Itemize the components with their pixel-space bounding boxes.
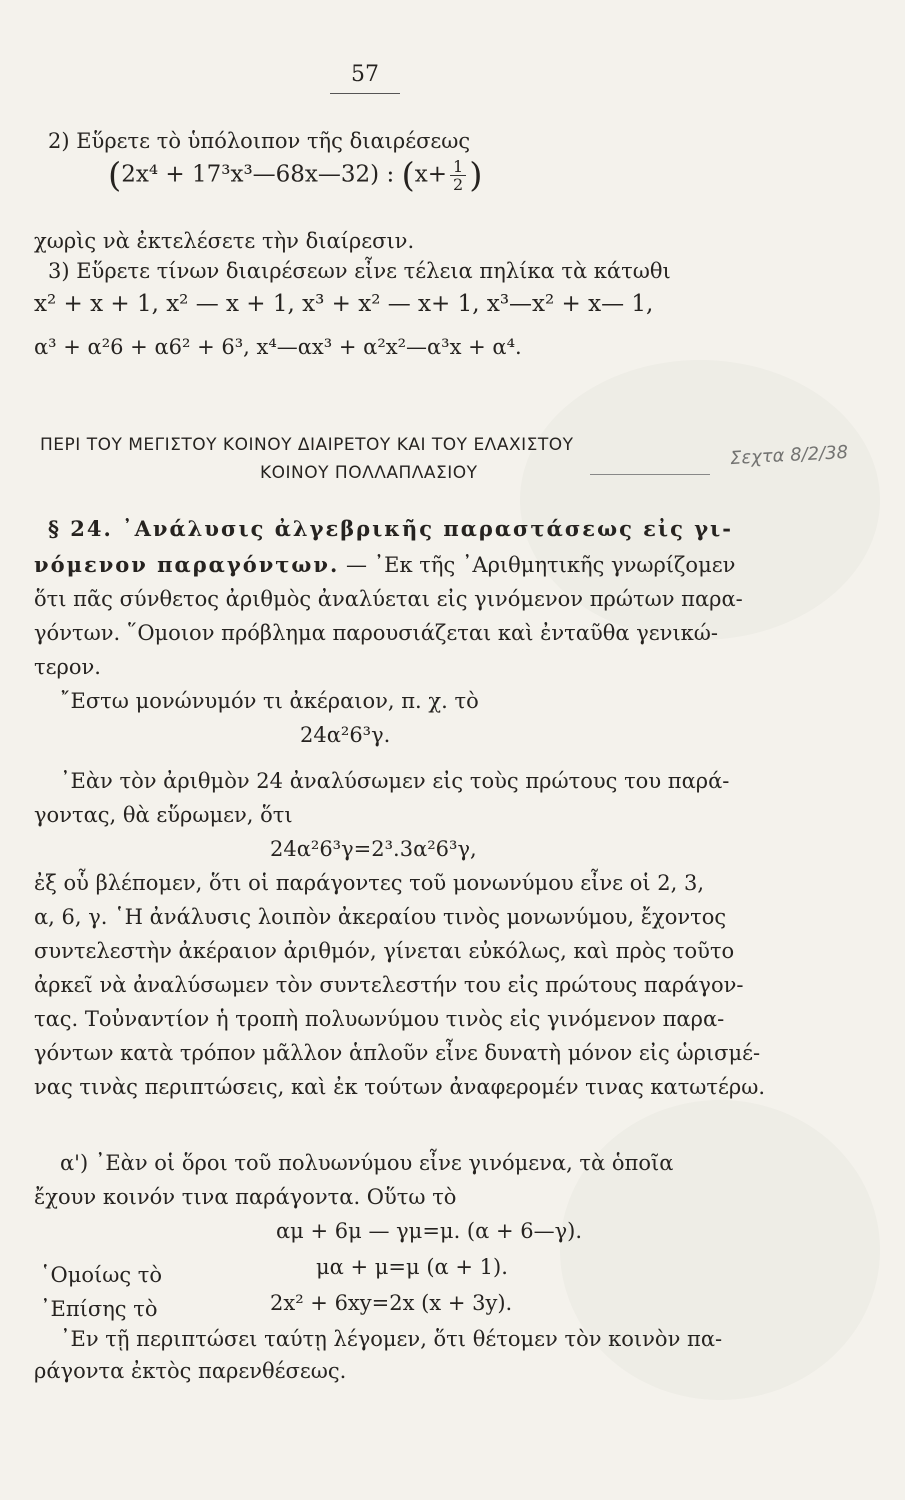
open-paren: ( (401, 155, 415, 196)
formula-line: x² + x + 1, x² — x + 1, x³ + x² — x+ 1, x³—x² + x— 1, (34, 291, 654, 317)
text-line: ὅτι πᾶς σύνθετος ἀριθμὸς ἀναλύεται εἰς γινόμενον πρώτων παρα- (34, 587, 743, 611)
page-number: 57 (351, 62, 379, 87)
handwritten-note: Σεχτα 8/2/38 (729, 441, 849, 470)
formula-line: μα + μ=μ (α + 1). (316, 1255, 508, 1279)
text-line: ἐξ οὗ βλέπομεν, ὅτι οἱ παράγοντες τοῦ μονωνύμου εἶνε οἱ 2, 3, (34, 871, 705, 895)
formula-line: 24α²6³γ=2³.3α²6³γ, (270, 837, 477, 861)
formula-line: 24α²6³γ. (300, 723, 391, 747)
fraction-numerator: 1 (450, 158, 466, 176)
formula-line: α³ + α²6 + α6² + 6³, x⁴—αx³ + α²x²—α³x + α⁴. (34, 335, 522, 359)
text-line: ᾽Εν τῇ περιπτώσει ταύτῃ λέγομεν, ὅτι θέτομεν τὸν κοινὸν πα- (60, 1327, 723, 1351)
exercise-2-line: 2) Εὕρετε τὸ ὑπόλοιπον τῆς διαιρέσεως (48, 129, 471, 153)
text-line: συντελεστὴν ἀκέραιον ἀριθμόν, γίνεται εὐκόλως, καὶ πρὸς τοῦτο (34, 939, 735, 963)
text-line: ᾽Εὰν τὸν ἀριθμὸν 24 ἀναλύσωμεν εἰς τοὺς πρώτους του παρά- (60, 769, 730, 793)
text-line: ῎Εστω μονώνυμόν τι ἀκέραιον, π. χ. τὸ (60, 689, 479, 713)
label-also: ᾽Επίσης τὸ (40, 1297, 158, 1321)
handwritten-line (590, 474, 710, 475)
text-line: τερον. (34, 655, 101, 679)
bleed-through (560, 1100, 880, 1400)
text-line: γοντας, θὰ εὕρωμεν, ὅτι (34, 803, 293, 827)
formula-line: 2x² + 6xy=2x (x + 3y). (270, 1291, 513, 1315)
fraction (450, 158, 466, 193)
formula-line: αμ + 6μ — γμ=μ. (α + 6—γ). (276, 1219, 583, 1243)
label-likewise: ῾Ομοίως τὸ (40, 1263, 163, 1287)
division-formula (108, 155, 483, 196)
fraction-denominator: 2 (453, 175, 464, 194)
dividend: 2x⁴ + 17³x³—68x—32) : (121, 161, 395, 188)
text-line: γόντων. ῞Ομοιον πρόβλημα παρουσιάζεται καὶ ἐνταῦθα γενικώ- (34, 621, 719, 645)
section-heading-2: ΚΟΙΝΟΥ ΠΟΛΛΑΠΛΑΣΙΟΥ (260, 463, 478, 483)
section-heading: ΠΕΡΙ ΤΟΥ ΜΕΓΙΣΤΟΥ ΚΟΙΝΟΥ ΔΙΑΙΡΕΤΟΥ ΚΑΙ ΤΟΥ ΕΛΑΧΙΣΤΟΥ (40, 435, 574, 455)
text-line: ἀρκεῖ νὰ ἀναλύσωμεν τὸν συντελεστήν του εἰς πρώτους παράγον- (34, 973, 744, 997)
open-paren: ( (108, 155, 122, 196)
text-line: νας τινὰς περιπτώσεις, καὶ ἐκ τούτων ἀναφερομέν τινας κατωτέρω. (34, 1075, 766, 1099)
text-line: χωρὶς νὰ ἐκτελέσετε τὴν διαίρεσιν. (34, 229, 415, 253)
text-line: γόντων κατὰ τρόπον μᾶλλον ἁπλοῦν εἶνε δυνατὴ μόνον εἰς ὡρισμέ- (34, 1041, 761, 1065)
text-line: — ᾽Εκ τῆς ᾽Αριθμητικῆς γνωρίζομεν (345, 553, 736, 577)
text-line: τας. Τοὐναντίον ἡ τροπὴ πολυωνύμου τινὸς εἰς γινόμενον παρα- (34, 1007, 725, 1031)
divisor: x+ (414, 161, 448, 188)
close-paren: ) (469, 155, 483, 196)
page-number-rule (330, 93, 400, 94)
text-line: ράγοντα ἐκτὸς παρενθέσεως. (34, 1359, 347, 1383)
section-title-cont (34, 552, 735, 578)
text-line: α') ᾽Εὰν οἱ ὅροι τοῦ πολυωνύμου εἶνε γινόμενα, τὰ ὁποῖα (60, 1151, 674, 1175)
section-title-end: νόμενον παραγόντων. (34, 552, 340, 577)
text-line: α, 6, γ. ῾Η ἀνάλυσις λοιπὸν ἀκεραίου τινὸς μονωνύμου, ἔχοντος (34, 905, 727, 929)
section-title: § 24. ᾽Ανάλυσις ἀλγεβρικῆς παραστάσεως εἰς γι- (48, 516, 733, 541)
text-line: ἔχουν κοινόν τινα παράγοντα. Οὕτω τὸ (34, 1185, 457, 1209)
exercise-3-line: 3) Εὕρετε τίνων διαιρέσεων εἶνε τέλεια πηλίκα τὰ κάτωθι (48, 259, 671, 283)
